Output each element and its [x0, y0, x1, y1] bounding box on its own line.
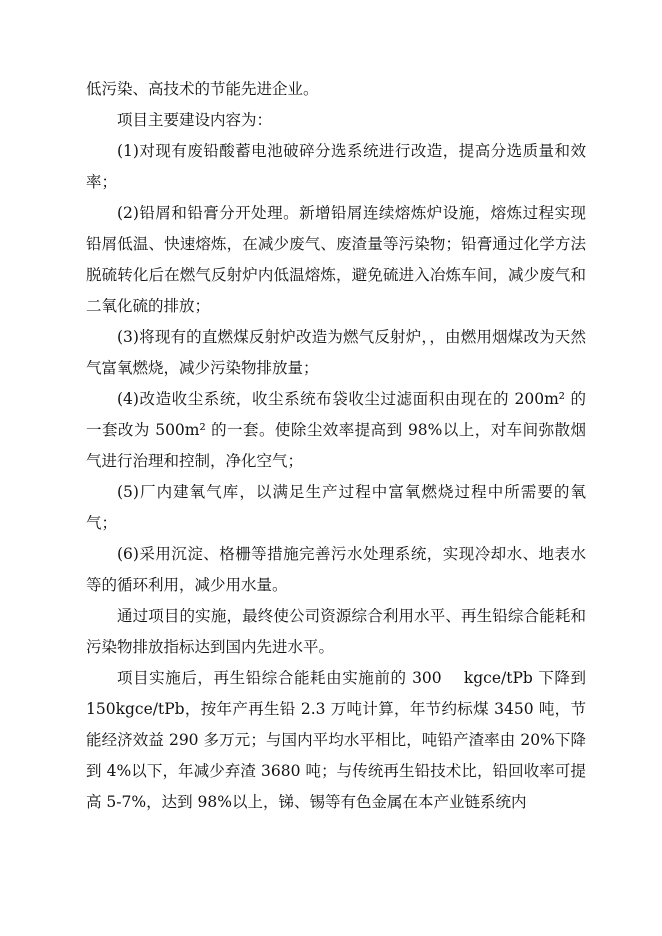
document-body	[86, 74, 586, 818]
paragraph-continuation: 低污染、高技术的节能先进企业。	[86, 80, 319, 98]
paragraph-item-6: (6)采用沉淀、格栅等措施完善污水处理系统，实现冷却水、地表水等的循环利用，减少用水量。	[86, 545, 586, 594]
paragraph-construction-intro: 项目主要建设内容为：	[117, 111, 273, 129]
paragraph-item-2: (2)铅屑和铅膏分开处理。新增铅屑连续熔炼炉设施，熔炼过程实现铅屑低温、快速熔炼，在减少废气、废渣量等污染物；铅膏通过化学方法脱硫转化后在燃气反射炉内低温熔炼，避免硫进入冶炼车间，减少废气和二氧化硫的排放；	[86, 204, 586, 315]
paragraph-item-1: (1)对现有废铅酸蓄电池破碎分选系统进行改造，提高分选质量和效率；	[86, 142, 586, 191]
paragraph-item-3: (3)将现有的直燃煤反射炉改造为燃气反射炉，，由燃用烟煤改为天然气富氧燃烧，减少污染物排放量；	[86, 328, 586, 377]
paragraph-item-5: (5)厂内建氧气库，以满足生产过程中富氧燃烧过程中所需要的氧气；	[86, 483, 586, 532]
paragraph-benefits: 项目实施后，再生铅综合能耗由实施前的 300 kgce/tPb 下降到 150kgce/tPb，按年产再生铅 2.3 万吨计算，年节约标煤 3450 吨，节能经济效益 290 多万元；与国内平均水平相比，吨铅产渣率由 20%下降到 4%以下，年减少弃渣 3680 吨；与传统再生铅技术比，铅回收率可提高 5-7%，达到 98%以上，锑、锡等有色金属在本产业链系统内	[86, 669, 586, 811]
paragraph-item-4: (4)改造收尘系统，收尘系统布袋收尘过滤面积由现在的 200m² 的一套改为 500m² 的一套。使除尘效率提高到 98%以上，对车间弥散烟气进行治理和控制，净化空气；	[86, 390, 586, 470]
paragraph-outcome: 通过项目的实施，最终使公司资源综合利用水平、再生铅综合能耗和污染物排放指标达到国内先进水平。	[86, 607, 586, 656]
